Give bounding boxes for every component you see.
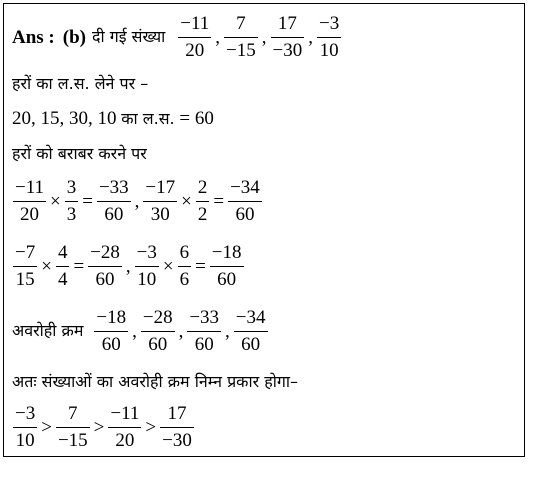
denominator: 60 [241,333,261,355]
answer-label: Ans : [12,26,55,48]
numerator: −11 [15,177,45,198]
lcm-result-line [12,109,214,128]
numerator: −28 [90,242,120,263]
fraction-bar [271,37,305,38]
final-order-line [12,402,195,453]
fraction-bar [196,201,210,202]
fraction [228,176,262,227]
operator: , [134,190,140,212]
fraction [210,241,244,292]
denominator-list: 20, 15, 30, 10 [12,108,117,129]
denominator: 10 [137,268,157,290]
fraction [234,306,268,357]
fraction [13,241,37,292]
numerator: 4 [57,242,68,263]
fraction [143,176,177,227]
numerator: −3 [318,13,340,34]
fraction-bar [187,331,221,332]
fraction-bar [13,427,37,428]
fraction-bar [56,266,70,267]
fraction-bar [160,427,194,428]
operator: = [195,255,206,277]
fraction-bar [228,201,262,202]
numerator: −34 [235,307,266,328]
fraction [196,176,210,227]
fraction-bar [178,266,192,267]
denominator: 60 [194,333,214,355]
numerator: 17 [167,403,187,424]
numerator: 2 [197,177,208,198]
calculation-line-1 [12,176,263,227]
fraction [94,306,128,357]
fraction-bar [234,331,268,332]
fraction-bar [65,201,79,202]
numerator: −33 [98,177,129,198]
numerator: −7 [15,242,36,263]
fraction-bar [224,37,258,38]
denominator: 3 [66,203,77,225]
numerator: −11 [110,403,140,424]
operator: > [145,416,157,438]
descending-order-line [12,306,269,357]
fraction-bar [108,427,141,428]
denominator: 60 [217,268,237,290]
fraction [160,402,194,453]
answer-box [3,3,525,457]
fraction-bar [317,37,341,38]
operator: = [213,190,225,212]
fraction [141,306,175,357]
fraction-bar [13,201,46,202]
fraction [271,12,305,63]
fraction-bar [135,266,159,267]
denominator: 60 [95,268,115,290]
numerator: −11 [180,13,210,34]
answer-heading-line [12,12,342,63]
descending-fractions [93,306,268,357]
numerator: 7 [236,13,246,34]
operator: = [82,190,93,212]
numerator: −17 [145,177,176,198]
operator: , [132,320,137,342]
fraction [56,402,90,453]
numerator: 6 [179,242,190,263]
operator: , [215,26,221,48]
lcm-label: का ल.स. [121,109,175,128]
denominator: −30 [162,429,192,451]
numerator: −18 [211,242,242,263]
fraction [187,306,221,357]
denominator: 2 [197,203,208,225]
fraction [317,12,341,63]
equalize-step-text: हरों को बराबर करने पर [12,144,147,163]
operator: > [93,416,105,438]
operator: , [225,320,230,342]
given-numbers-label: दी गई संख्या [92,27,166,47]
lcm-value: = 60 [179,108,214,129]
operator: = [73,255,85,277]
lcm-step-text: हरों का ल.स. लेने पर – [12,74,149,93]
operator: > [41,416,52,438]
fraction [178,12,211,63]
fraction [65,176,79,227]
fraction [178,241,192,292]
fraction-bar [141,331,175,332]
conclusion-text: अतः संख्याओं का अवरोही क्रम निम्न प्रकार होगा– [12,372,299,391]
operator: , [308,26,313,48]
denominator: 60 [235,203,255,225]
operator: × [41,255,52,277]
fraction-bar [88,266,122,267]
operator: × [181,190,192,212]
denominator: 30 [150,203,170,225]
fraction [108,402,141,453]
denominator: 20 [20,203,39,225]
fraction-bar [94,331,128,332]
fraction [224,12,258,63]
operator: , [261,26,267,48]
fraction [13,402,37,453]
denominator: 4 [57,268,68,290]
denominator: 20 [115,429,135,451]
numerator: −28 [142,307,173,328]
calculation-line-2 [12,241,245,292]
fraction [97,176,131,227]
numerator: −3 [15,403,36,424]
numerator: 7 [68,403,78,424]
numerator: 17 [277,13,297,34]
denominator: 60 [101,333,121,355]
fraction-bar [13,266,37,267]
operator: × [162,255,174,277]
denominator: 10 [319,39,339,61]
denominator: −30 [272,39,303,61]
fraction-bar [56,427,90,428]
operator: × [50,190,61,212]
denominator: 20 [185,39,205,61]
numerator: −18 [96,307,127,328]
denominator: 60 [104,203,124,225]
fraction-bar [210,266,244,267]
denominator: 10 [15,429,35,451]
fraction-bar [178,37,211,38]
descending-label: अवरोही क्रम [12,321,84,341]
fraction [56,241,70,292]
fraction-bar [143,201,177,202]
operator: , [178,320,184,342]
answer-option: (b) [62,26,86,48]
fraction-bar [97,201,131,202]
numerator: −3 [136,242,157,263]
fraction [135,241,159,292]
operator: , [125,255,131,277]
numerator: 3 [66,177,77,198]
given-fractions [177,12,342,63]
numerator: −33 [189,307,220,328]
denominator: −15 [57,429,88,451]
denominator: 60 [148,333,168,355]
fraction [13,176,46,227]
denominator: 15 [15,268,35,290]
fraction [88,241,122,292]
denominator: 6 [179,268,190,290]
numerator: −34 [230,177,260,198]
denominator: −15 [226,39,256,61]
